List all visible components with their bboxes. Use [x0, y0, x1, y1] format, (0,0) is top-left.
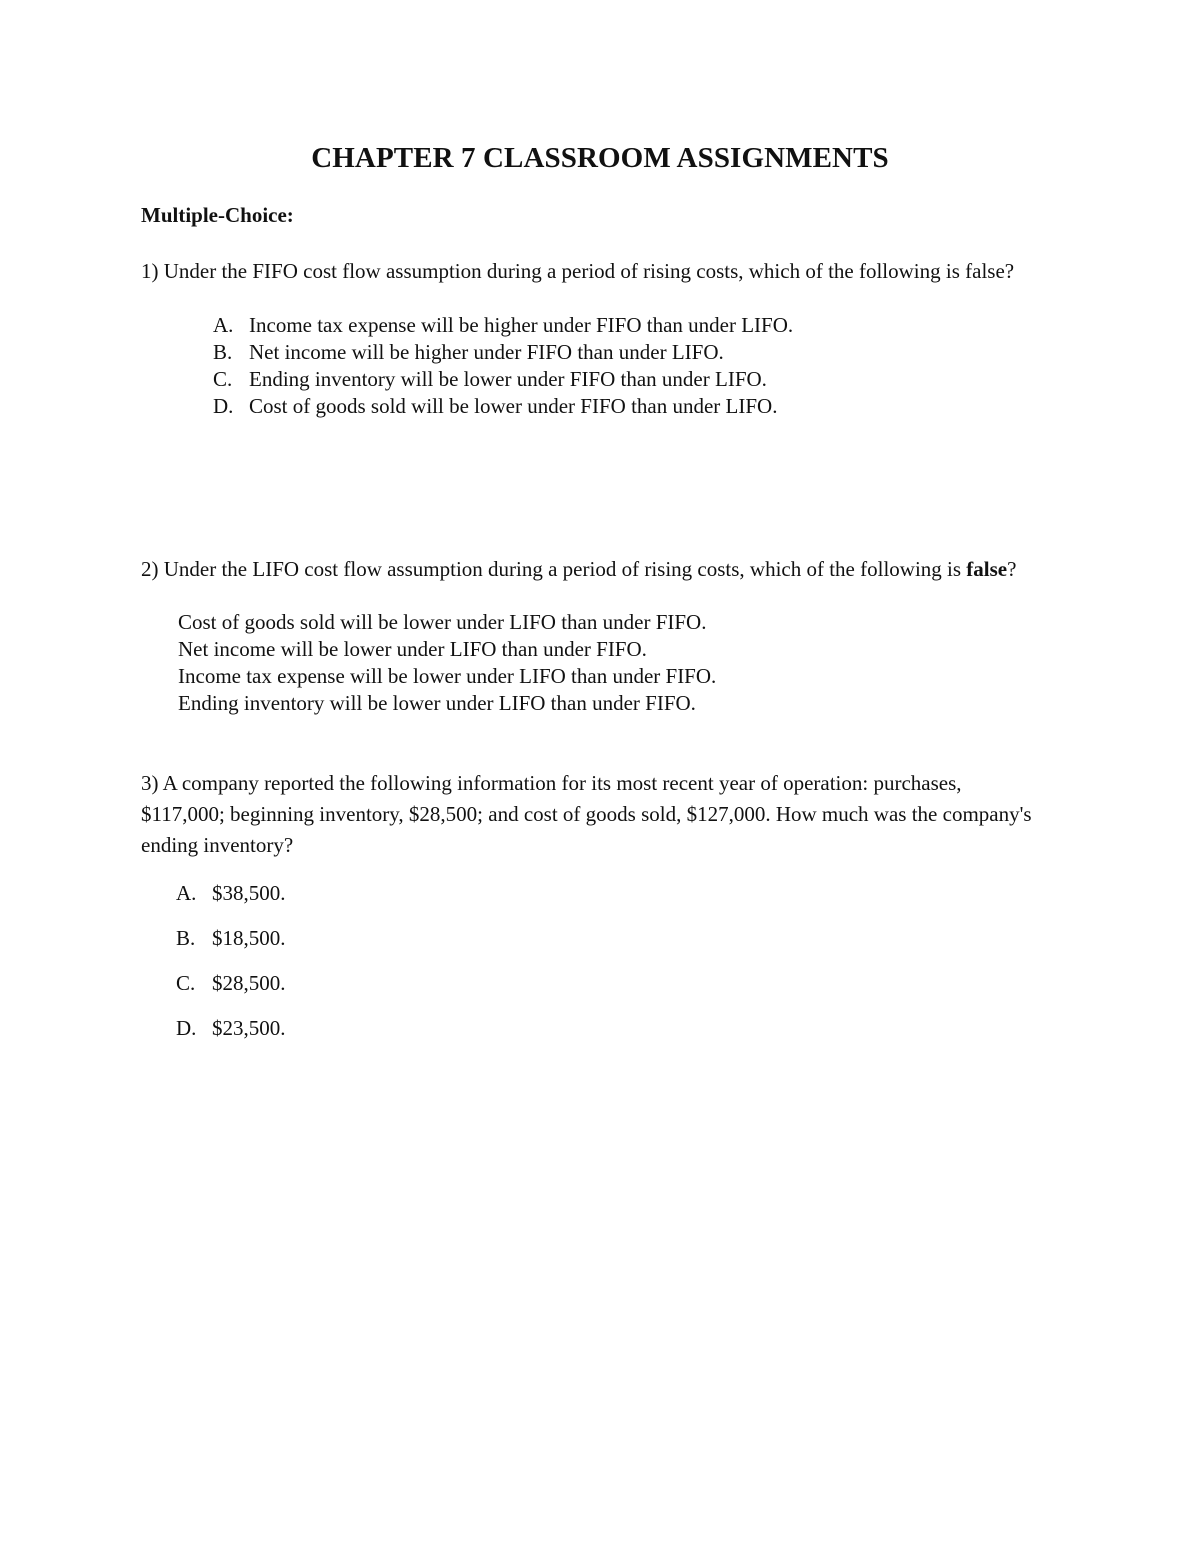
question-2-prompt-emphasis: false — [966, 557, 1008, 581]
option-text: $28,500. — [212, 971, 286, 995]
option-letter: D. — [213, 394, 234, 418]
option-text: Ending inventory will be lower under FIFO than under LIFO. — [249, 367, 767, 391]
question-2-option-3: Income tax expense will be lower under LIFO than under FIFO. — [178, 664, 717, 688]
option-letter: B. — [213, 340, 233, 364]
question-2-prompt-text: 2) Under the LIFO cost flow assumption during a period of rising costs, which of the following is — [141, 557, 967, 581]
question-3-option-d — [176, 1015, 286, 1060]
question-2-options — [178, 609, 716, 717]
option-text: $38,500. — [212, 881, 286, 905]
question-1-option-d — [213, 393, 793, 420]
option-text: $23,500. — [212, 1016, 286, 1040]
question-2-prompt — [141, 556, 1071, 583]
question-3-option-c — [176, 970, 286, 1015]
question-2-option-1: Cost of goods sold will be lower under LIFO than under FIFO. — [178, 610, 707, 634]
question-2-option-4: Ending inventory will be lower under LIFO than under FIFO. — [178, 691, 696, 715]
question-1-option-c — [213, 366, 793, 393]
question-3-option-b — [176, 925, 286, 970]
question-2-prompt-end: ? — [1007, 557, 1017, 581]
question-1-option-a — [213, 312, 793, 339]
question-3-prompt: 3) A company reported the following information for its most recent year of operation: purchases, $117,000; beginning inventory, $28,500; and cost of goods sold, $127,000. How much was the company's ending inventory? — [141, 771, 1032, 857]
option-letter: C. — [176, 971, 196, 995]
option-letter: A. — [176, 881, 197, 905]
option-letter: B. — [176, 926, 196, 950]
option-letter: D. — [176, 1016, 197, 1040]
option-text: Income tax expense will be higher under FIFO than under LIFO. — [249, 313, 794, 337]
question-1-option-b — [213, 339, 793, 366]
question-3-option-a — [176, 880, 286, 925]
section-label: Multiple-Choice: — [141, 203, 294, 227]
option-text: Cost of goods sold will be lower under FIFO than under LIFO. — [249, 394, 778, 418]
question-1-options — [213, 312, 793, 420]
option-letter: A. — [213, 313, 234, 337]
option-letter: C. — [213, 367, 233, 391]
page-title: CHAPTER 7 CLASSROOM ASSIGNMENTS — [311, 142, 889, 174]
option-text: $18,500. — [212, 926, 286, 950]
question-3-options — [176, 880, 286, 1060]
question-1-prompt: 1) Under the FIFO cost flow assumption during a period of rising costs, which of the following is false? — [141, 259, 1015, 283]
question-2-option-2: Net income will be lower under LIFO than under FIFO. — [178, 637, 647, 661]
option-text: Net income will be higher under FIFO than under LIFO. — [249, 340, 724, 364]
